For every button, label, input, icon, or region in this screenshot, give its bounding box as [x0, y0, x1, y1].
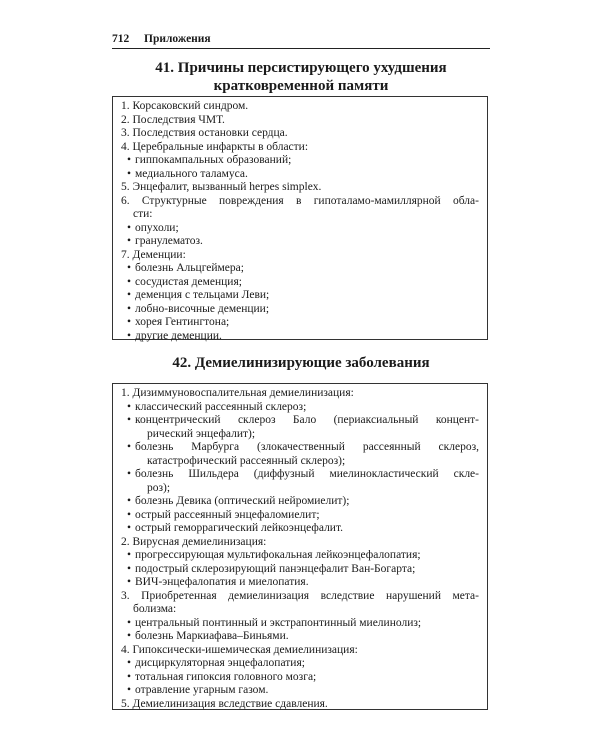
- list-item: [121, 387, 479, 536]
- bullet-item: [121, 303, 479, 317]
- list-item: [121, 141, 479, 182]
- bullet-item-text: • деменция с тельцами Леви;: [135, 289, 270, 301]
- bullet-item-text: • болезнь Марбурга (злокачественный рассеянный склероз,: [135, 441, 479, 453]
- bullet-item: [121, 549, 479, 563]
- bullet-item-text: • гиппокампальных образований;: [135, 154, 292, 166]
- bullet-item-text: • концентрический склероз Бало (периаксиальный концент-: [135, 414, 479, 426]
- list-item: [121, 181, 479, 195]
- list-item: [121, 114, 479, 128]
- section-41-title: [112, 59, 490, 95]
- bullet-item: [121, 289, 479, 303]
- list-item: [121, 590, 479, 644]
- bullet-item: [121, 414, 479, 441]
- list-item: [121, 100, 479, 114]
- bullet-item: [121, 262, 479, 276]
- bullet-item-text: • гранулематоз.: [135, 235, 203, 247]
- list-item-text: 5. Энцефалит, вызванный herpes simplex.: [121, 181, 322, 193]
- bullet-item-text: роз);: [147, 481, 171, 494]
- bullet-item-text: • болезнь Шильдера (диффузный миелинокластический скле-: [135, 468, 479, 480]
- bullet-item-text: • болезнь Альцгеймера;: [135, 262, 244, 274]
- list-item: [121, 536, 479, 590]
- bullet-item: [121, 509, 479, 523]
- bullet-item: [121, 468, 479, 495]
- bullet-item-text: • другие деменции.: [135, 329, 222, 342]
- bullet-item-text: катастрофический рассеянный склероз);: [147, 454, 346, 467]
- bullet-item-text: • медиального таламуса.: [135, 167, 248, 180]
- page-number: 712: [112, 33, 130, 45]
- bullet-item-text: • подострый склерозирующий панэнцефалит Ван-Богарта;: [135, 562, 416, 575]
- bullet-item-text: • острый рассеянный энцефаломиелит;: [135, 508, 320, 521]
- bullet-item-text: • сосудистая деменция;: [135, 275, 242, 288]
- bullet-item: [121, 522, 479, 536]
- bullet-item-text: • отравление угарным газом.: [135, 684, 269, 696]
- list-item-text: 2. Последствия ЧМТ.: [121, 113, 225, 126]
- section-42-list-box: [112, 383, 488, 710]
- bullet-item-text: • ВИЧ-энцефалопатия и миелопатия.: [135, 576, 309, 588]
- bullet-item: [121, 441, 479, 468]
- list-item-text: сти:: [133, 208, 153, 220]
- list-item-text: 6. Структурные повреждения в гипоталамо-мамиллярной обла-: [121, 194, 479, 207]
- bullet-item: [121, 657, 479, 671]
- section-41-title-line1: 41. Причины персистирующего ухудшения: [155, 60, 447, 76]
- bullet-item: [121, 330, 479, 344]
- list-item: [121, 249, 479, 344]
- list-item-text: 1. Корсаковский синдром.: [121, 100, 249, 112]
- bullet-item-text: • классический рассеянный склероз;: [135, 400, 307, 413]
- bullet-item: [121, 401, 479, 415]
- list-item: [121, 195, 479, 249]
- bullet-item-text: • опухоли;: [135, 221, 179, 234]
- bullet-item-text: • центральный понтинный и экстрапонтинный миелинолиз;: [135, 616, 422, 629]
- list-item: [121, 644, 479, 698]
- list-item-text: 4. Гипоксически-ишемическая демиелинизация:: [121, 643, 358, 656]
- bullet-item: [121, 671, 479, 685]
- list-item-text: 4. Церебральные инфаркты в области:: [121, 140, 309, 153]
- bullet-item-text: • болезнь Маркиафава–Биньями.: [135, 630, 289, 642]
- bullet-item-text: • лобно-височные деменции;: [135, 302, 270, 315]
- list-item-text: 2. Вирусная демиелинизация:: [121, 535, 267, 548]
- list-item: [121, 127, 479, 141]
- bullet-item: [121, 276, 479, 290]
- list-item-text: 3. Последствия остановки сердца.: [121, 127, 288, 139]
- bullet-item: [121, 576, 479, 590]
- running-head: [112, 32, 490, 49]
- list-item-text: 5. Демиелинизация вследствие сдавления.: [121, 697, 328, 710]
- bullet-item-text: • тотальная гипоксия головного мозга;: [135, 670, 317, 683]
- section-41-list-box: [112, 96, 488, 340]
- list-item: [121, 698, 479, 712]
- bullet-item-text: • хорея Гентингтона;: [135, 316, 230, 328]
- bullet-item: [121, 154, 479, 168]
- bullet-item: [121, 495, 479, 509]
- list-item-text: 3. Приобретенная демиелинизация вследствие нарушений мета-: [121, 589, 479, 602]
- list-item-text: 7. Деменции:: [121, 248, 186, 261]
- bullet-item: [121, 617, 479, 631]
- bullet-item: [121, 563, 479, 577]
- bullet-item: [121, 630, 479, 644]
- bullet-item-text: • болезнь Девика (оптический нейромиелит);: [135, 495, 350, 507]
- section-41-title-line2: кратковременной памяти: [213, 78, 389, 94]
- bullet-item: [121, 316, 479, 330]
- list-item-text: 1. Дизиммуновоспалительная демиелинизация:: [121, 387, 354, 399]
- bullet-item-text: рический энцефалит);: [147, 427, 256, 440]
- bullet-item: [121, 684, 479, 698]
- bullet-item-text: • острый геморрагический лейкоэнцефалит.: [135, 522, 343, 534]
- bullet-item: [121, 235, 479, 249]
- bullet-item-text: • прогрессирующая мультифокальная лейкоэнцефалопатия;: [135, 549, 421, 561]
- list-item-text: болизма:: [133, 603, 177, 615]
- section-name: Приложения: [144, 33, 211, 45]
- bullet-item: [121, 168, 479, 182]
- section-42-title: 42. Демиелинизирующие заболевания: [172, 355, 430, 371]
- bullet-item: [121, 222, 479, 236]
- bullet-item-text: • дисциркуляторная энцефалопатия;: [135, 657, 305, 669]
